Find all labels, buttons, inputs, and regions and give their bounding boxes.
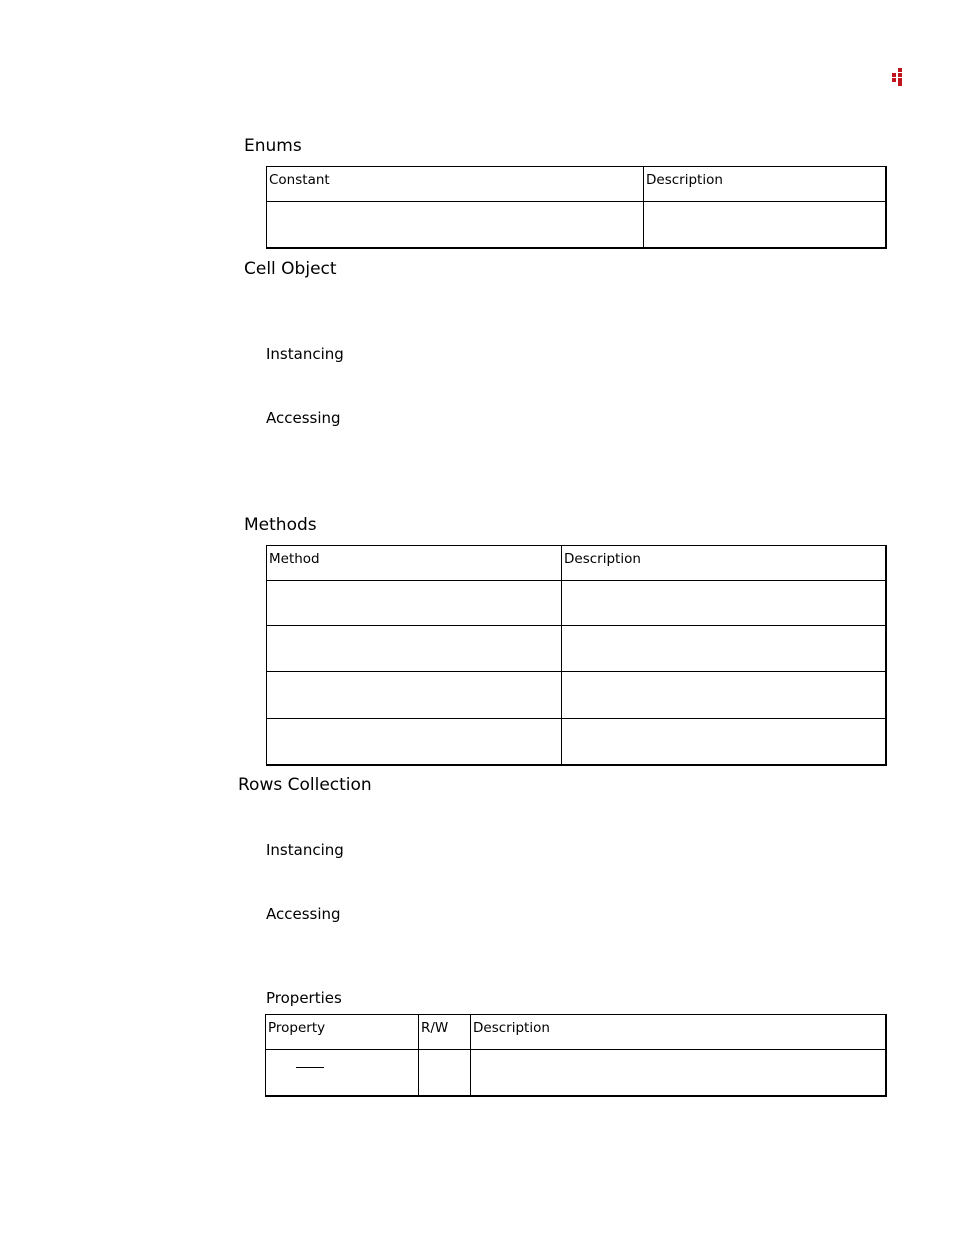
instancing-heading: Instancing: [266, 345, 344, 363]
table-row: [266, 1050, 886, 1096]
column-header-property: Property: [266, 1015, 419, 1050]
table-cell: [267, 672, 562, 719]
column-header-description: Description: [644, 167, 886, 202]
accessing-heading: Accessing: [266, 409, 341, 427]
instancing-heading: Instancing: [266, 841, 344, 859]
brand-logo-icon: [892, 68, 906, 86]
column-header-method: Method: [267, 546, 562, 581]
link-underline: [296, 1067, 324, 1068]
column-header-constant: Constant: [267, 167, 644, 202]
enums-table: [266, 166, 887, 249]
table-cell: [562, 672, 886, 719]
table-cell: [267, 719, 562, 765]
table-cell: [419, 1050, 471, 1096]
table-row: [267, 581, 886, 626]
table-cell: [267, 202, 644, 248]
accessing-heading: Accessing: [266, 905, 341, 923]
enums-heading: Enums: [244, 136, 302, 156]
properties-heading: Properties: [266, 989, 342, 1007]
table-row: [267, 202, 886, 248]
table-cell: [266, 1050, 419, 1096]
table-cell: [562, 719, 886, 765]
column-header-rw: R/W: [419, 1015, 471, 1050]
table-row: [267, 626, 886, 672]
table-cell: [644, 202, 886, 248]
table-cell: [267, 581, 562, 626]
properties-table: [265, 1014, 887, 1097]
table-cell: [562, 581, 886, 626]
column-header-description: Description: [471, 1015, 886, 1050]
table-cell: [267, 626, 562, 672]
rows-collection-heading: Rows Collection: [238, 775, 372, 795]
table-cell: [562, 626, 886, 672]
cell-object-heading: Cell Object: [244, 259, 337, 279]
table-row: [267, 672, 886, 719]
column-header-description: Description: [562, 546, 886, 581]
methods-table: [266, 545, 887, 766]
table-row: [267, 719, 886, 765]
table-cell: [471, 1050, 886, 1096]
methods-heading: Methods: [244, 515, 317, 535]
